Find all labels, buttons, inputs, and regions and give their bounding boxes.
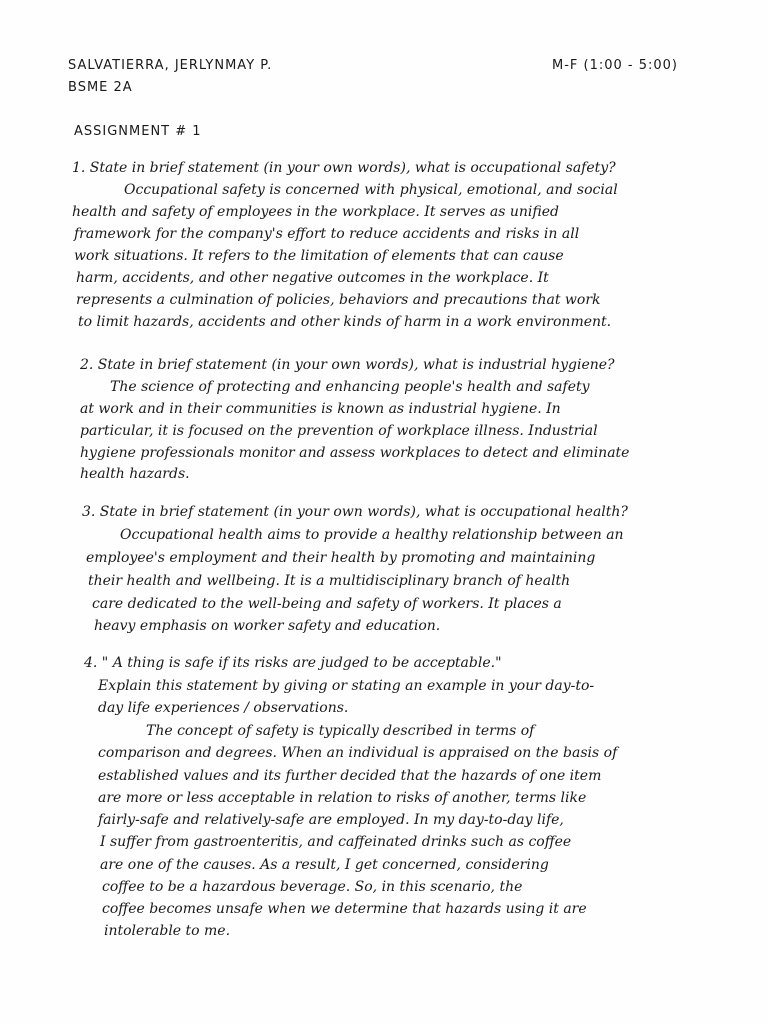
answer-line: health hazards. bbox=[80, 466, 190, 482]
answer-line: are more or less acceptable in relation to risks of another, terms like bbox=[98, 790, 587, 806]
answer-line: represents a culmination of policies, behaviors and precautions that work bbox=[76, 292, 601, 308]
answer-line: fairly-safe and relatively-safe are employed. In my day-to-day life, bbox=[98, 812, 564, 828]
question-1-prompt: 1. State in brief statement (in your own words), what is occupational safety? bbox=[72, 160, 616, 176]
answer-line: comparison and degrees. When an individual is appraised on the basis of bbox=[98, 745, 618, 761]
answer-line: their health and wellbeing. It is a multidisciplinary branch of health bbox=[88, 573, 571, 589]
answer-line: framework for the company's effort to reduce accidents and risks in all bbox=[74, 226, 580, 242]
answer-line: The concept of safety is typically described in terms of bbox=[146, 723, 535, 739]
answer-line: work situations. It refers to the limitation of elements that can cause bbox=[74, 248, 564, 264]
class-schedule: M-F (1:00 - 5:00) bbox=[552, 58, 679, 73]
question-4-prompt-cont: day life experiences / observations. bbox=[98, 700, 349, 716]
answer-line: coffee becomes unsafe when we determine that hazards using it are bbox=[102, 901, 587, 917]
answer-line: care dedicated to the well-being and safety of workers. It places a bbox=[92, 596, 562, 612]
question-3-prompt: 3. State in brief statement (in your own words), what is occupational health? bbox=[82, 504, 628, 520]
answer-line: established values and its further decided that the hazards of one item bbox=[98, 768, 602, 784]
question-2-prompt: 2. State in brief statement (in your own words), what is industrial hygiene? bbox=[80, 357, 615, 373]
answer-line: coffee to be a hazardous beverage. So, in this scenario, the bbox=[102, 879, 523, 895]
answer-line: The science of protecting and enhancing people's health and safety bbox=[110, 379, 590, 395]
question-4-prompt: 4. " A thing is safe if its risks are judged to be acceptable." bbox=[84, 655, 502, 671]
answer-line: are one of the causes. As a result, I get concerned, considering bbox=[100, 857, 549, 873]
assignment-title: ASSIGNMENT # 1 bbox=[74, 124, 202, 139]
answer-line: harm, accidents, and other negative outcomes in the workplace. It bbox=[76, 270, 549, 286]
answer-line: Occupational health aims to provide a healthy relationship between an bbox=[120, 527, 624, 543]
answer-line: at work and in their communities is known as industrial hygiene. In bbox=[80, 401, 561, 417]
answer-line: hygiene professionals monitor and assess workplaces to detect and eliminate bbox=[80, 445, 630, 461]
answer-line: heavy emphasis on worker safety and education. bbox=[94, 618, 441, 634]
answer-line: I suffer from gastroenteritis, and caffeinated drinks such as coffee bbox=[100, 834, 572, 850]
answer-line: health and safety of employees in the workplace. It serves as unified bbox=[72, 204, 559, 220]
answer-line: employee's employment and their health by promoting and maintaining bbox=[86, 550, 596, 566]
question-4-prompt-cont: Explain this statement by giving or stating an example in your day-to- bbox=[98, 678, 595, 694]
course-section: BSME 2A bbox=[68, 80, 133, 95]
student-name: SALVATIERRA, JERLYNMAY P. bbox=[68, 58, 273, 73]
answer-line: intolerable to me. bbox=[104, 923, 231, 939]
answer-line: particular, it is focused on the prevention of workplace illness. Industrial bbox=[80, 423, 598, 439]
answer-line: Occupational safety is concerned with physical, emotional, and social bbox=[124, 182, 618, 198]
answer-line: to limit hazards, accidents and other kinds of harm in a work environment. bbox=[78, 314, 612, 330]
